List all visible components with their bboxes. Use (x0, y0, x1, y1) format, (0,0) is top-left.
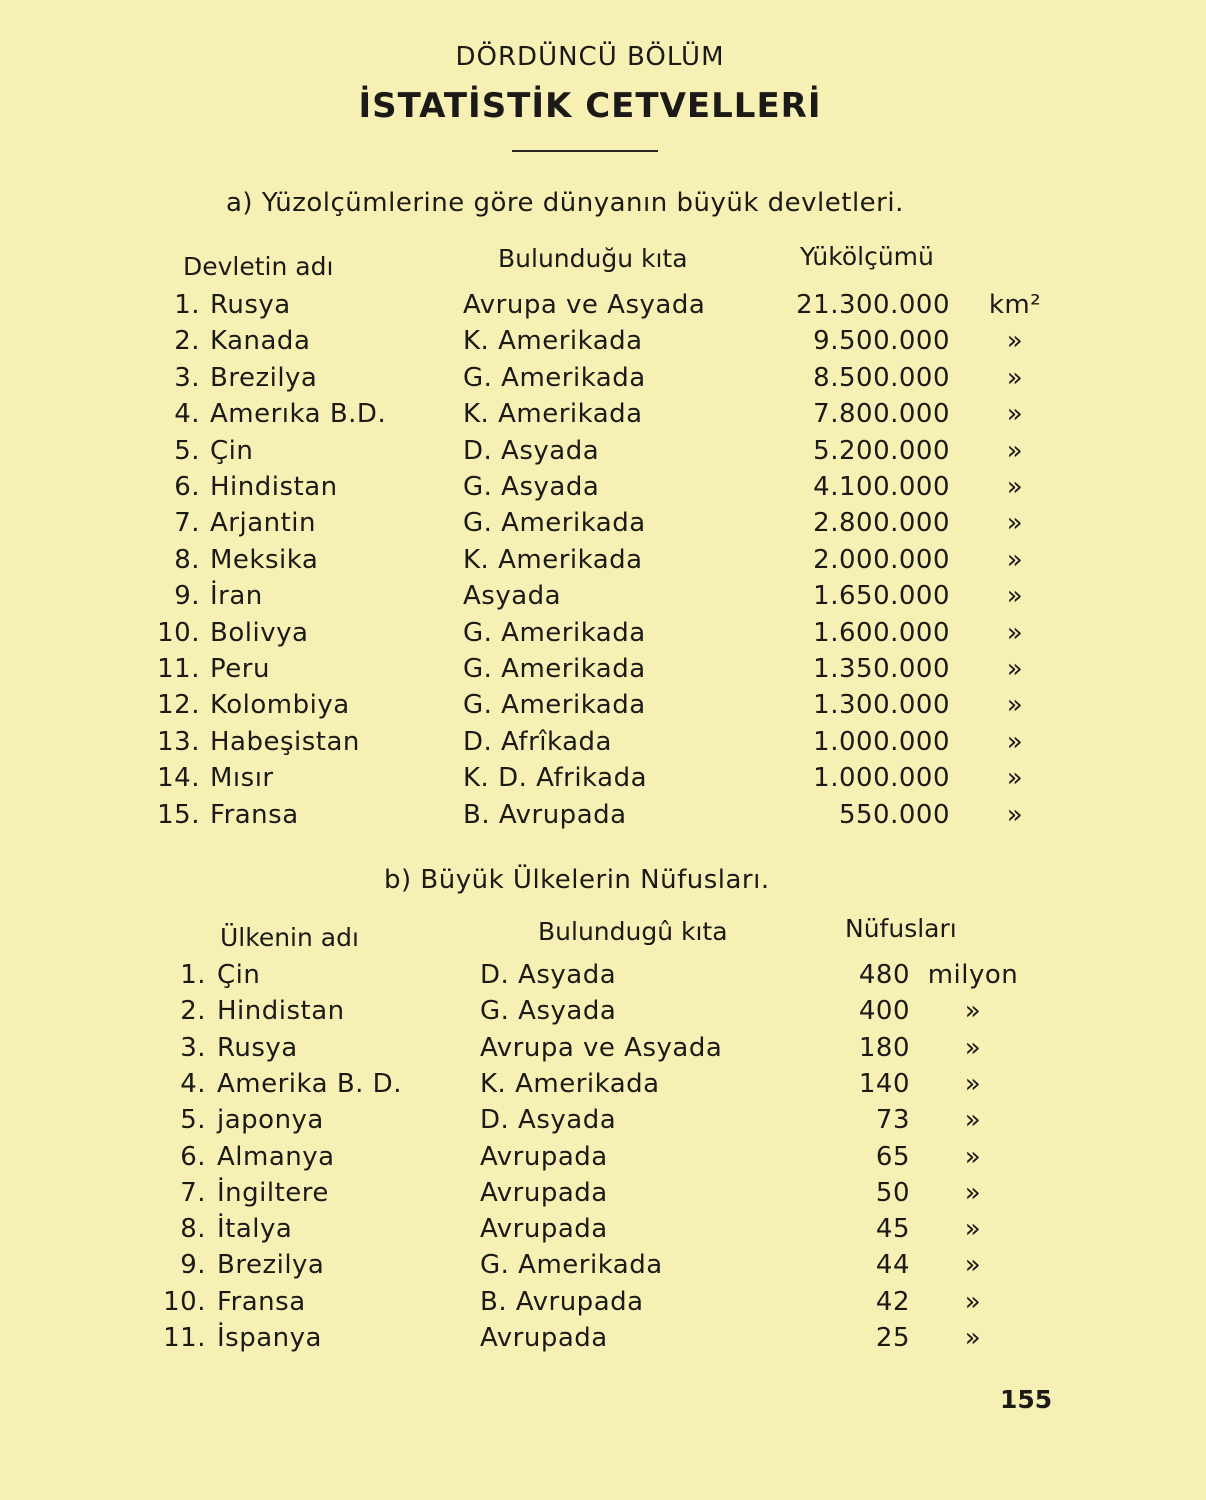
section-b-num: 11. (163, 1323, 206, 1353)
section-a-row (0, 399, 1206, 435)
section-a-unit: » (1006, 654, 1024, 684)
section-b-unit: » (964, 1177, 982, 1208)
section-a-name: Hindistan (210, 472, 338, 502)
section-b-continent: G. Amerikada (480, 1250, 663, 1281)
section-a-num: 12. (157, 690, 200, 721)
section-a-caption: a) Yüzolçümlerine göre dünyanın büyük devletleri. (226, 188, 904, 218)
section-a-value: 2.800.000 (813, 508, 950, 539)
section-a-value: 4.100.000 (813, 472, 950, 502)
section-a-row (0, 690, 1206, 726)
section-a-row (0, 654, 1206, 690)
section-b-name: Brezilya (217, 1250, 325, 1281)
section-a-name: Fransa (210, 799, 299, 830)
section-b-value: 42 (875, 1286, 910, 1317)
section-b-value: 45 (875, 1214, 910, 1245)
section-b-num: 1. (180, 960, 206, 990)
section-a-continent: D. Asyada (463, 435, 600, 466)
section-a-continent: Avrupa ve Asyada (463, 290, 706, 320)
section-b-row (0, 1250, 1206, 1286)
section-a-unit: » (1006, 799, 1024, 830)
section-b-unit: » (964, 1032, 982, 1063)
section-a-unit: » (1006, 362, 1024, 393)
section-b-num: 10. (163, 1286, 206, 1317)
section-a-name: Rusya (210, 290, 291, 320)
section-b-value: 480 (858, 960, 910, 990)
section-b-name: Almanya (217, 1141, 335, 1172)
section-b-name: İngiltere (217, 1177, 329, 1208)
section-b-row (0, 1178, 1206, 1214)
section-b-name: japonya (217, 1105, 324, 1136)
section-a-unit: km² (988, 290, 1042, 320)
section-a-name: İran (210, 581, 263, 612)
section-b-continent: G. Asyada (480, 996, 617, 1027)
section-b-row (0, 1214, 1206, 1250)
section-a-row (0, 763, 1206, 799)
section-a-unit: » (1006, 581, 1024, 612)
section-a-num: 3. (174, 362, 200, 393)
section-a-continent: D. Afrîkada (463, 726, 612, 757)
section-a-header-name: Devletin adı (183, 252, 334, 281)
title-divider (512, 150, 658, 152)
section-b-row (0, 1323, 1206, 1359)
section-b-row (0, 996, 1206, 1032)
section-a-num: 11. (157, 654, 200, 684)
section-b-row (0, 960, 1206, 996)
section-a-value: 21.300.000 (796, 290, 950, 320)
section-b-continent: Avrupada (480, 1141, 608, 1172)
section-b-row (0, 1069, 1206, 1105)
section-a-value: 1.000.000 (813, 763, 950, 794)
section-a-unit: » (1006, 617, 1024, 648)
section-a-row (0, 618, 1206, 654)
section-a-value: 1.000.000 (813, 726, 950, 757)
section-a-name: Amerıka B.D. (210, 399, 387, 430)
section-a-unit: » (1006, 763, 1024, 794)
section-a-value: 1.650.000 (813, 581, 950, 612)
section-a-unit: » (1006, 435, 1024, 466)
section-b-continent: K. Amerikada (480, 1068, 660, 1099)
section-a-value: 1.350.000 (813, 654, 950, 684)
section-b-name: İtalya (217, 1214, 293, 1245)
section-b-value: 65 (875, 1141, 910, 1172)
section-a-name: Habeşistan (210, 726, 360, 757)
section-b-unit: » (964, 996, 982, 1027)
section-b-continent: Avrupa ve Asyada (480, 1032, 723, 1063)
section-a-continent: G. Amerikada (463, 617, 646, 648)
section-b-num: 8. (180, 1214, 206, 1245)
section-a-continent: G. Amerikada (463, 362, 646, 393)
section-b-num: 7. (180, 1177, 206, 1208)
section-a-num: 1. (174, 290, 200, 320)
section-a-name: Kolombiya (210, 690, 350, 721)
section-a-continent: G. Amerikada (463, 654, 646, 684)
section-a-unit: » (1006, 508, 1024, 539)
section-a-continent: K. Amerikada (463, 399, 643, 430)
section-a-name: Peru (210, 654, 270, 684)
chapter-heading: DÖRDÜNCÜ BÖLÜM (455, 42, 725, 72)
section-a-num: 15. (157, 799, 200, 830)
section-a-num: 9. (174, 581, 200, 612)
section-b-value: 73 (875, 1105, 910, 1136)
section-b-unit: » (964, 1214, 982, 1245)
section-a-value: 1.600.000 (813, 617, 950, 648)
section-a-unit: » (1006, 544, 1024, 575)
section-b-continent: B. Avrupada (480, 1286, 644, 1317)
section-a-row (0, 472, 1206, 508)
section-b-caption: b) Büyük Ülkelerin Nüfusları. (384, 865, 770, 895)
section-b-num: 3. (180, 1032, 206, 1063)
section-b-value: 140 (858, 1068, 910, 1099)
section-b-unit: » (964, 1250, 982, 1281)
section-b-num: 6. (180, 1141, 206, 1172)
section-a-row (0, 436, 1206, 472)
section-b-continent: D. Asyada (480, 960, 617, 990)
section-b-continent: Avrupada (480, 1214, 608, 1245)
section-b-header-value: Nüfusları (845, 914, 957, 943)
section-b-name: Rusya (217, 1032, 298, 1063)
section-b-name: Çin (217, 960, 261, 990)
section-b-header-continent: Bulundugû kıta (538, 917, 728, 946)
section-a-num: 4. (174, 399, 200, 430)
section-a-num: 13. (157, 726, 200, 757)
section-b-name: İspanya (217, 1323, 322, 1353)
section-b-unit: » (964, 1286, 982, 1317)
section-a-name: Arjantin (210, 508, 317, 539)
section-a-num: 6. (174, 472, 200, 502)
section-a-row (0, 581, 1206, 617)
section-b-row (0, 1142, 1206, 1178)
section-a-continent: K. Amerikada (463, 326, 643, 357)
section-a-row (0, 363, 1206, 399)
section-b-value: 50 (875, 1177, 910, 1208)
section-b-row (0, 1287, 1206, 1323)
section-a-name: Çin (210, 435, 254, 466)
section-a-unit: » (1006, 472, 1024, 502)
section-a-name: Bolivya (210, 617, 309, 648)
section-a-num: 7. (174, 508, 200, 539)
section-a-unit: » (1006, 690, 1024, 721)
section-b-unit: » (964, 1105, 982, 1136)
section-b-continent: D. Asyada (480, 1105, 617, 1136)
section-b-continent: Avrupada (480, 1177, 608, 1208)
section-a-row (0, 508, 1206, 544)
section-a-row (0, 545, 1206, 581)
section-a-header-value: Yükölçümü (800, 242, 934, 271)
section-a-value: 7.800.000 (813, 399, 950, 430)
section-b-num: 5. (180, 1105, 206, 1136)
page-number: 155 (1000, 1385, 1053, 1414)
page-title: İSTATİSTİK CETVELLERİ (358, 86, 822, 126)
section-a-value: 9.500.000 (813, 326, 950, 357)
section-a-value: 2.000.000 (813, 544, 950, 575)
section-a-unit: » (1006, 326, 1024, 357)
section-a-value: 8.500.000 (813, 362, 950, 393)
section-a-num: 10. (157, 617, 200, 648)
section-a-row (0, 800, 1206, 836)
section-a-row (0, 727, 1206, 763)
section-b-name: Amerika B. D. (217, 1068, 402, 1099)
section-b-unit: » (964, 1323, 982, 1353)
section-b-value: 180 (858, 1032, 910, 1063)
section-a-num: 8. (174, 544, 200, 575)
section-a-continent: G. Amerikada (463, 690, 646, 721)
section-b-unit: milyon (927, 960, 1019, 990)
section-b-row (0, 1105, 1206, 1141)
section-a-continent: K. D. Afrikada (463, 763, 648, 794)
section-b-name: Fransa (217, 1286, 306, 1317)
section-b-value: 44 (875, 1250, 910, 1281)
section-a-name: Meksika (210, 544, 319, 575)
section-b-name: Hindistan (217, 996, 345, 1027)
section-b-row (0, 1033, 1206, 1069)
section-a-value: 5.200.000 (813, 435, 950, 466)
section-b-unit: » (964, 1141, 982, 1172)
section-a-continent: K. Amerikada (463, 544, 643, 575)
section-b-num: 2. (180, 996, 206, 1027)
section-a-num: 5. (174, 435, 200, 466)
section-b-continent: Avrupada (480, 1323, 608, 1353)
section-a-unit: » (1006, 399, 1024, 430)
section-b-value: 25 (875, 1323, 910, 1353)
section-a-num: 2. (174, 326, 200, 357)
section-b-num: 4. (180, 1068, 206, 1099)
section-a-continent: B. Avrupada (463, 799, 627, 830)
section-a-header-continent: Bulunduğu kıta (498, 244, 688, 273)
section-a-name: Mısır (210, 763, 274, 794)
section-b-num: 9. (180, 1250, 206, 1281)
section-a-value: 1.300.000 (813, 690, 950, 721)
section-a-row (0, 290, 1206, 326)
section-b-value: 400 (858, 996, 910, 1027)
section-b-unit: » (964, 1068, 982, 1099)
section-a-continent: G. Asyada (463, 472, 600, 502)
section-a-continent: G. Amerikada (463, 508, 646, 539)
section-a-continent: Asyada (463, 581, 562, 612)
section-a-name: Brezilya (210, 362, 318, 393)
section-a-row (0, 326, 1206, 362)
section-a-value: 550.000 (838, 799, 950, 830)
section-a-name: Kanada (210, 326, 311, 357)
section-a-unit: » (1006, 726, 1024, 757)
section-b-header-name: Ülkenin adı (220, 923, 359, 952)
section-a-num: 14. (157, 763, 200, 794)
